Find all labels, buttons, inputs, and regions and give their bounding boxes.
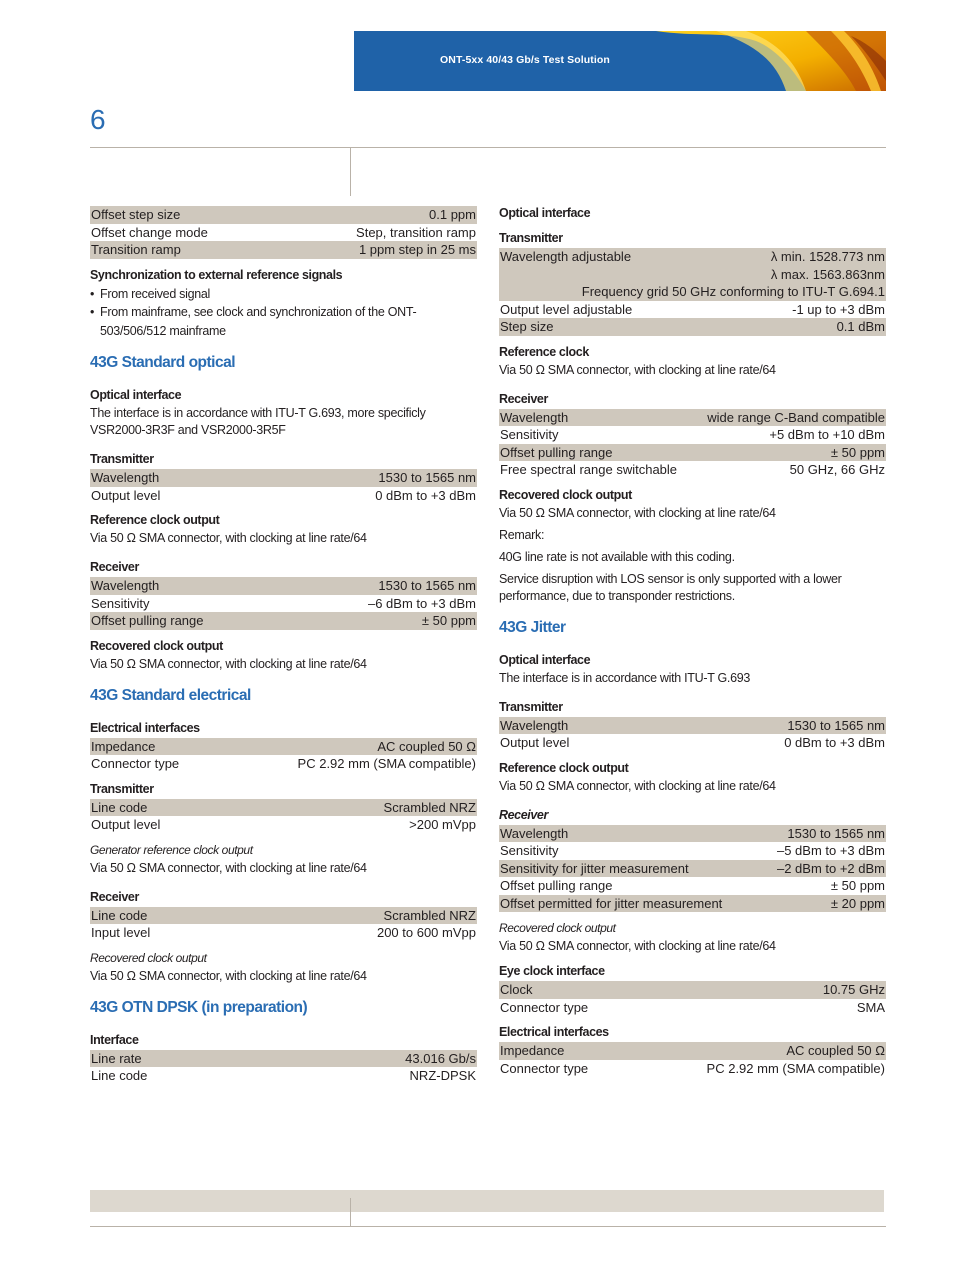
table-row: Wavelength 1530 to 1565 nm bbox=[500, 825, 885, 841]
remark-text: Service disruption with LOS sensor is only supported with a lower performance, due to transponder restrictions. bbox=[499, 571, 842, 603]
transmitter-heading: Transmitter bbox=[499, 231, 563, 245]
reference-clock-heading: Reference clock output bbox=[90, 513, 220, 527]
generator-clock-heading: Generator reference clock output bbox=[90, 842, 253, 857]
page-number: 6 bbox=[90, 104, 106, 135]
receiver-heading: Receiver bbox=[499, 391, 548, 406]
reference-clock-heading: Reference clock output bbox=[499, 760, 629, 775]
reference-clock-text: Via 50 Ω SMA connector, with clocking at line rate/64 bbox=[499, 362, 776, 377]
recovered-clock-heading: Recovered clock output bbox=[499, 921, 616, 935]
generator-clock-text: Via 50 Ω SMA connector, with clocking at line rate/64 bbox=[90, 860, 367, 875]
interface-heading: Interface bbox=[90, 1032, 139, 1047]
table-row: Offset pulling range ± 50 ppm bbox=[500, 444, 885, 460]
table-row: Line code Scrambled NRZ bbox=[91, 799, 476, 815]
receiver-heading: Receiver bbox=[90, 560, 139, 574]
section-title-otn-dpsk: 43G OTN DPSK (in preparation) bbox=[90, 998, 308, 1016]
recovered-clock-text: Via 50 Ω SMA connector, with clocking at line rate/64 bbox=[90, 656, 367, 671]
header-banner bbox=[354, 31, 886, 91]
eye-clock-heading: Eye clock interface bbox=[499, 964, 605, 978]
table-row: Connector type SMA bbox=[500, 999, 885, 1015]
optical-interface-heading: Optical interface bbox=[499, 652, 591, 667]
recovered-clock-heading: Recovered clock output bbox=[90, 950, 207, 965]
table-row: Transition ramp 1 ppm step in 25 ms bbox=[91, 242, 476, 258]
table-row: Output level adjustable -1 up to +3 dBm bbox=[500, 301, 885, 317]
table-row: Wavelength 1530 to 1565 nm bbox=[91, 578, 476, 594]
table-row: Output level >200 mVpp bbox=[91, 817, 476, 833]
sync-list bbox=[90, 285, 477, 341]
document-title: ONT-5xx 40/43 Gb/s Test Solution bbox=[440, 54, 610, 66]
table-row: Line rate 43.016 Gb/s bbox=[91, 1050, 476, 1066]
footer-column-divider bbox=[350, 1198, 351, 1226]
table-row: Connector type PC 2.92 mm (SMA compatible) bbox=[500, 1060, 885, 1076]
electrical-interfaces-heading: Electrical interfaces bbox=[499, 1025, 609, 1039]
section-title-std-electrical: 43G Standard electrical bbox=[90, 686, 251, 704]
reference-clock-text: Via 50 Ω SMA connector, with clocking at line rate/64 bbox=[499, 778, 776, 793]
table-row: Offset change mode Step, transition ramp bbox=[91, 224, 476, 240]
table-row: Wavelength 1530 to 1565 nm bbox=[500, 717, 885, 733]
offset-table bbox=[90, 206, 477, 259]
table-row: Free spectral range switchable 50 GHz, 66 GHz bbox=[500, 462, 885, 478]
table-row: Offset pulling range ± 50 ppm bbox=[91, 613, 476, 629]
table-row: Connector type PC 2.92 mm (SMA compatible) bbox=[91, 756, 476, 772]
table-row: Sensitivity –6 dBm to +3 dBm bbox=[91, 595, 476, 611]
footer-bar bbox=[90, 1190, 884, 1212]
recovered-clock-heading: Recovered clock output bbox=[499, 487, 632, 502]
recovered-clock-text: Via 50 Ω SMA connector, with clocking at line rate/64 bbox=[499, 939, 776, 953]
footer-rule bbox=[90, 1226, 886, 1227]
list-item: • From mainframe, see clock and synchronization of the ONT-503/506/512 mainframe bbox=[90, 303, 477, 340]
sync-heading: Synchronization to external reference signals bbox=[90, 267, 343, 282]
recovered-clock-heading: Recovered clock output bbox=[90, 638, 223, 653]
table-row: λ max. 1563.863nm bbox=[499, 266, 886, 284]
header-rule bbox=[90, 147, 886, 148]
section-title-jitter: 43G Jitter bbox=[499, 618, 566, 636]
table-row: Offset permitted for jitter measurement ± 20 ppm bbox=[500, 895, 885, 911]
optical-interface-heading: Optical interface bbox=[90, 388, 182, 402]
receiver-heading: Receiver bbox=[90, 889, 139, 904]
table-row: Sensitivity +5 dBm to +10 dBm bbox=[500, 427, 885, 443]
reference-clock-heading: Reference clock bbox=[499, 344, 589, 359]
table-row: Frequency grid 50 GHz conforming to ITU-T G.694.1 bbox=[499, 283, 886, 301]
table-row: Offset pulling range ± 50 ppm bbox=[500, 878, 885, 894]
right-column bbox=[499, 206, 886, 1077]
table-row: Step size 0.1 dBm bbox=[500, 319, 885, 335]
transmitter-heading: Transmitter bbox=[90, 452, 154, 466]
transmitter-heading: Transmitter bbox=[90, 781, 154, 796]
table-row: Output level 0 dBm to +3 dBm bbox=[91, 487, 476, 503]
recovered-clock-text: Via 50 Ω SMA connector, with clocking at line rate/64 bbox=[90, 968, 367, 983]
table-row: Wavelength wide range C-Band compatible bbox=[500, 409, 885, 425]
remark-label: Remark: bbox=[499, 527, 545, 542]
decorative-artwork bbox=[656, 31, 886, 91]
table-row: Wavelength adjustable λ min. 1528.773 nm bbox=[500, 249, 885, 265]
optical-interface-text: The interface is in accordance with ITU-T G.693, more specificly VSR2000-3R3F and VSR2000-3R5F bbox=[90, 406, 426, 437]
table-row: Sensitivity –5 dBm to +3 dBm bbox=[500, 843, 885, 859]
table-row: Clock 10.75 GHz bbox=[500, 982, 885, 998]
optical-interface-text: The interface is in accordance with ITU-T G.693 bbox=[499, 670, 751, 685]
table-row: Impedance AC coupled 50 Ω bbox=[500, 1043, 885, 1059]
table-row: Line code NRZ-DPSK bbox=[91, 1068, 476, 1084]
remark-text: 40G line rate is not available with this coding. bbox=[499, 549, 735, 564]
optical-interface-heading: Optical interface bbox=[499, 206, 591, 220]
electrical-interfaces-heading: Electrical interfaces bbox=[90, 720, 200, 735]
table-row: Sensitivity for jitter measurement –2 dBm to +2 dBm bbox=[500, 860, 885, 876]
recovered-clock-text: Via 50 Ω SMA connector, with clocking at line rate/64 bbox=[499, 505, 776, 520]
table-row: Impedance AC coupled 50 Ω bbox=[91, 738, 476, 754]
table-row: Line code Scrambled NRZ bbox=[91, 907, 476, 923]
list-item: • From received signal bbox=[90, 285, 477, 304]
table-row: Input level 200 to 600 mVpp bbox=[91, 925, 476, 941]
table-row: Wavelength 1530 to 1565 nm bbox=[91, 470, 476, 486]
section-title-std-optical: 43G Standard optical bbox=[90, 354, 236, 371]
left-column bbox=[90, 206, 477, 1085]
header-column-divider bbox=[350, 147, 351, 196]
reference-clock-text: Via 50 Ω SMA connector, with clocking at line rate/64 bbox=[90, 531, 367, 545]
transmitter-heading: Transmitter bbox=[499, 699, 563, 714]
table-row: Offset step size 0.1 ppm bbox=[91, 207, 476, 223]
receiver-heading: Receiver bbox=[499, 807, 548, 822]
table-row: Output level 0 dBm to +3 dBm bbox=[500, 735, 885, 751]
